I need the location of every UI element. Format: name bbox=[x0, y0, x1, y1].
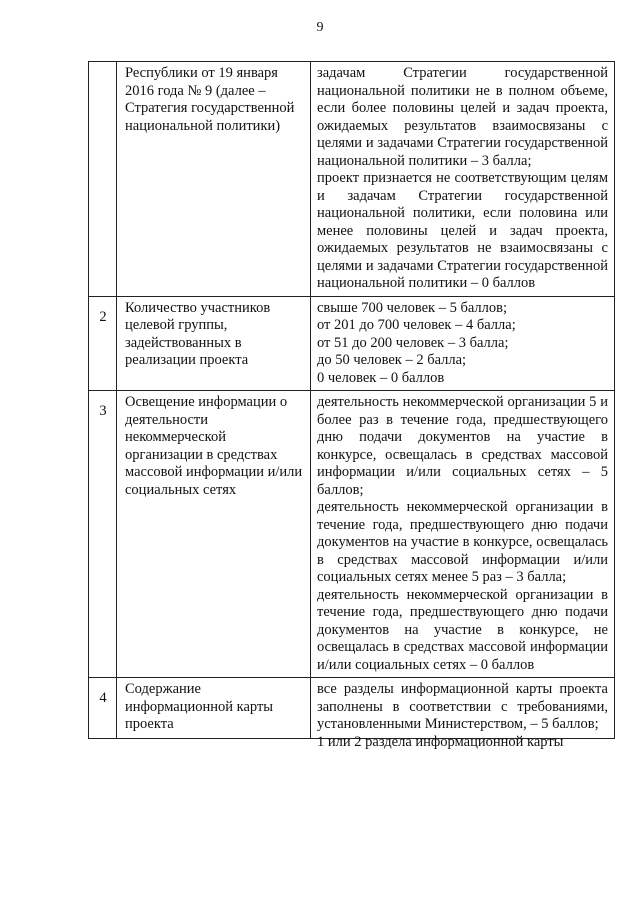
scoring-text: деятельность некоммерческой организации в течение года, предшествующего дню подачи документов на участие в конкурсе, не освещалась в средствах массовой информации и/или социальных сетях – 0 баллов bbox=[317, 586, 608, 673]
scoring-text: деятельность некоммерческой организации 5 и более раз в течение года, предшествующего дню подачи документов на участие в конкурсе, освещалась в средствах массовой информации и/или социальных сетях – 5 баллов; bbox=[317, 394, 608, 498]
scoring-text: 0 человек – 0 баллов bbox=[317, 369, 445, 386]
criterion-cell: Республики от 19 января 2016 года № 9 (далее – Стратегия государственной национальной политики) bbox=[117, 62, 311, 297]
scoring-cell bbox=[311, 62, 615, 297]
scoring-text: деятельность некоммерческой организации в течение года, предшествующего дню подачи документов на участие в конкурсе, освещалась в средствах массовой информации и/или социальных сетях менее 5 раз – 3 балла; bbox=[317, 499, 608, 585]
row-number bbox=[89, 62, 117, 297]
table-row bbox=[89, 678, 615, 739]
criterion-cell: Освещение информации о деятельности некоммерческой организации в средствах массовой информации и/или социальных сетях bbox=[117, 391, 311, 678]
row-number: 3 bbox=[89, 391, 117, 678]
table-row bbox=[89, 62, 615, 297]
criterion-cell: Содержание информационной карты проекта bbox=[117, 678, 311, 739]
scoring-text: от 201 до 700 человек – 4 балла; bbox=[317, 317, 516, 333]
scoring-text: все разделы информационной карты проекта заполнены в соответствии с требованиями, установленными Министерством, – 5 баллов; bbox=[317, 681, 608, 732]
scoring-text: от 51 до 200 человек – 3 балла; bbox=[317, 334, 509, 351]
row-number: 4 bbox=[89, 678, 117, 739]
scoring-text: задачам Стратегии государственной национальной политики не в полном объеме, если более половины целей и задач проекта, ожидаемых результатов взаимосвязаны с целями и задачами Стратегии государственной национальной политики – 3 балла; bbox=[317, 65, 608, 169]
table-row bbox=[89, 391, 615, 678]
scoring-text: 1 или 2 раздела информационной карты bbox=[317, 733, 564, 750]
page-number: 9 bbox=[316, 20, 324, 35]
row-number: 2 bbox=[89, 296, 117, 391]
cut-off-text bbox=[317, 681, 608, 750]
scoring-text: до 50 человек – 2 балла; bbox=[317, 352, 467, 368]
table-row bbox=[89, 296, 615, 391]
scoring-text: проект признается не соответствующим целям и задачам Стратегии государственной национальной политики, если половина или менее половины целей и задач проекта, ожидаемых результатов не взаимосвязаны с целями и задачами Стратегии государственной национальной политики – 0 баллов bbox=[317, 170, 608, 291]
criteria-table bbox=[88, 61, 615, 750]
scoring-cell bbox=[311, 391, 615, 678]
criterion-cell: Количество участников целевой группы, задействованных в реализации проекта bbox=[117, 296, 311, 391]
scoring-text: свыше 700 человек – 5 баллов; bbox=[317, 299, 507, 316]
scoring-cell bbox=[311, 678, 615, 750]
scoring-cell bbox=[311, 296, 615, 391]
